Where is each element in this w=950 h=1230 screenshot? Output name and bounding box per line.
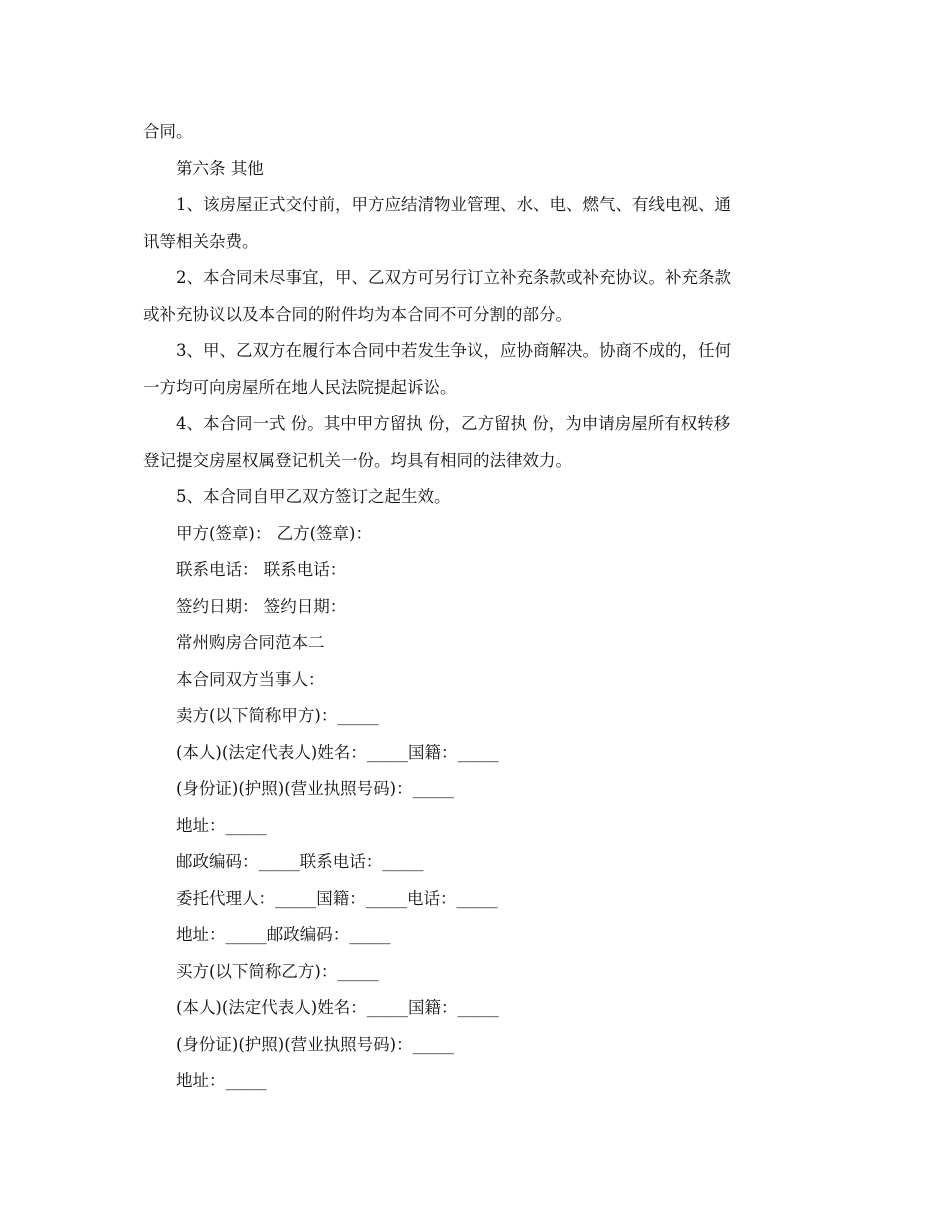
form-line: 买方(以下简称乙方)：_____ bbox=[176, 961, 379, 981]
text-line: 2、本合同未尽事宜，甲、乙双方可另行订立补充条款或补充协议。补充条款 bbox=[176, 268, 731, 287]
phone-line: 联系电话： 联系电话： bbox=[176, 560, 347, 579]
text-line: 5、本合同自甲乙双方签订之起生效。 bbox=[176, 487, 451, 506]
form-line: 地址：_____邮政编码：_____ bbox=[176, 925, 391, 944]
form-line: 邮政编码：_____联系电话：_____ bbox=[176, 852, 424, 871]
text-line: 或补充协议以及本合同的附件均为本合同不可分割的部分。 bbox=[143, 304, 572, 324]
section-heading: 第六条 其他 bbox=[176, 158, 264, 178]
contract-title: 常州购房合同范本二 bbox=[176, 633, 325, 652]
signature-line: 甲方(签章)： 乙方(签章)： bbox=[176, 523, 372, 543]
text-line: 登记提交房屋权属登记机关一份。均具有相同的法律效力。 bbox=[143, 450, 572, 470]
date-line: 签约日期： 签约日期： bbox=[176, 596, 347, 616]
text-line: 1、该房屋正式交付前，甲方应结清物业管理、水、电、燃气、有线电视、通 bbox=[176, 195, 731, 214]
form-line: (身份证)(护照)(营业执照号码)：_____ bbox=[176, 1034, 454, 1054]
form-line: 卖方(以下简称甲方)：_____ bbox=[176, 706, 379, 725]
form-line: (本人)(法定代表人)姓名：_____国籍：_____ bbox=[176, 742, 499, 762]
document-body bbox=[143, 114, 803, 1100]
form-line: 委托代理人：_____国籍：_____电话：_____ bbox=[176, 888, 498, 908]
text-line: 4、本合同一式 份。其中甲方留执 份，乙方留执 份，为申请房屋所有权转移 bbox=[176, 414, 731, 433]
text-line: 3、甲、乙双方在履行本合同中若发生争议，应协商解决。协商不成的，任何 bbox=[176, 341, 731, 360]
text-line: 一方均可向房屋所在地人民法院提起诉讼。 bbox=[143, 377, 457, 397]
text-line: 讯等相关杂费。 bbox=[143, 231, 259, 251]
form-line: 地址：_____ bbox=[176, 1071, 267, 1090]
text-line: 本合同双方当事人： bbox=[176, 669, 325, 689]
form-line: 地址：_____ bbox=[176, 815, 267, 835]
form-line: (身份证)(护照)(营业执照号码)：_____ bbox=[176, 779, 454, 798]
form-line: (本人)(法定代表人)姓名：_____国籍：_____ bbox=[176, 998, 499, 1017]
text-line: 合同。 bbox=[143, 122, 193, 141]
